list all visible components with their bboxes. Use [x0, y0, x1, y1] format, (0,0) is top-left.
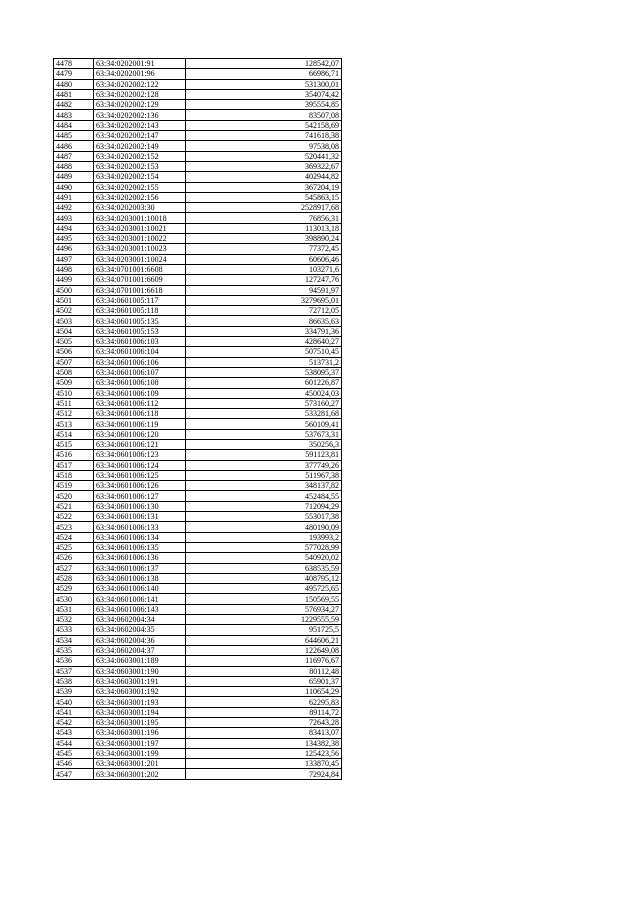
table-row [54, 759, 342, 769]
table-row [54, 481, 342, 491]
value-cell: 644606,21 [186, 635, 342, 645]
table-row [54, 203, 342, 213]
table-row [54, 151, 342, 161]
table-row [54, 264, 342, 274]
table-row [54, 491, 342, 501]
value-cell: 72643,28 [186, 718, 342, 728]
row-number-cell: 4537 [54, 666, 94, 676]
table-row [54, 460, 342, 470]
table-row [54, 563, 342, 573]
table-row [54, 326, 342, 336]
cadastral-number-cell: 63:34:0601006:127 [94, 491, 186, 501]
row-number-cell: 4509 [54, 378, 94, 388]
cadastral-number-cell: 63:34:0601005:117 [94, 295, 186, 305]
table-row [54, 666, 342, 676]
cadastral-number-cell: 63:34:0601006:136 [94, 553, 186, 563]
table-row [54, 615, 342, 625]
cadastral-number-cell: 63:34:0602004:37 [94, 645, 186, 655]
cadastral-number-cell: 63:34:0202002:129 [94, 100, 186, 110]
table-row [54, 676, 342, 686]
value-cell: 452484,55 [186, 491, 342, 501]
cadastral-number-cell: 63:34:0601006:126 [94, 481, 186, 491]
value-cell: 513731,2 [186, 357, 342, 367]
cadastral-number-cell: 63:34:0601006:103 [94, 337, 186, 347]
value-cell: 533281,68 [186, 409, 342, 419]
table-row [54, 635, 342, 645]
cadastral-number-cell: 63:34:0603001:201 [94, 759, 186, 769]
cadastral-number-cell: 63:34:0601006:119 [94, 419, 186, 429]
value-cell: 65901,37 [186, 676, 342, 686]
value-cell: 951725,5 [186, 625, 342, 635]
cadastral-number-cell: 63:34:0601006:120 [94, 429, 186, 439]
cadastral-number-cell: 63:34:0203001:10018 [94, 213, 186, 223]
table-row [54, 285, 342, 295]
value-cell: 62295,83 [186, 697, 342, 707]
table-row [54, 295, 342, 305]
table-row [54, 79, 342, 89]
value-cell: 113013,18 [186, 223, 342, 233]
row-number-cell: 4545 [54, 748, 94, 758]
table-row [54, 192, 342, 202]
value-cell: 72924,84 [186, 769, 342, 779]
cadastral-number-cell: 63:34:0202003:30 [94, 203, 186, 213]
value-cell: 125423,56 [186, 748, 342, 758]
cadastral-number-cell: 63:34:0203001:10021 [94, 223, 186, 233]
cadastral-number-cell: 63:34:0203001:10024 [94, 254, 186, 264]
cadastral-number-cell: 63:34:0202002:136 [94, 110, 186, 120]
cadastral-number-cell: 63:34:0701001:6609 [94, 275, 186, 285]
cadastral-number-cell: 63:34:0601006:112 [94, 398, 186, 408]
cadastral-number-cell: 63:34:0601006:135 [94, 542, 186, 552]
row-number-cell: 4500 [54, 285, 94, 295]
table-row [54, 532, 342, 542]
cadastral-number-cell: 63:34:0602004:34 [94, 615, 186, 625]
cadastral-number-cell: 63:34:0603001:197 [94, 738, 186, 748]
value-cell: 377749,26 [186, 460, 342, 470]
table-row [54, 450, 342, 460]
table-row [54, 718, 342, 728]
row-number-cell: 4547 [54, 769, 94, 779]
cadastral-number-cell: 63:34:0601006:137 [94, 563, 186, 573]
table-row [54, 213, 342, 223]
value-cell: 450024,03 [186, 388, 342, 398]
row-number-cell: 4511 [54, 398, 94, 408]
row-number-cell: 4526 [54, 553, 94, 563]
table-row [54, 337, 342, 347]
cadastral-number-cell: 63:34:0601006:108 [94, 378, 186, 388]
cadastral-number-cell: 63:34:0202002:147 [94, 131, 186, 141]
table-row [54, 131, 342, 141]
table-row [54, 738, 342, 748]
row-number-cell: 4496 [54, 244, 94, 254]
cadastral-number-cell: 63:34:0701001:6608 [94, 264, 186, 274]
row-number-cell: 4487 [54, 151, 94, 161]
row-number-cell: 4490 [54, 182, 94, 192]
row-number-cell: 4540 [54, 697, 94, 707]
row-number-cell: 4480 [54, 79, 94, 89]
cadastral-number-cell: 63:34:0603001:202 [94, 769, 186, 779]
cadastral-number-cell: 63:34:0601006:130 [94, 501, 186, 511]
row-number-cell: 4499 [54, 275, 94, 285]
table-row [54, 378, 342, 388]
table-row [54, 357, 342, 367]
row-number-cell: 4532 [54, 615, 94, 625]
row-number-cell: 4479 [54, 69, 94, 79]
cadastral-value-table [53, 58, 342, 780]
cadastral-number-cell: 63:34:0601006:134 [94, 532, 186, 542]
row-number-cell: 4538 [54, 676, 94, 686]
row-number-cell: 4522 [54, 512, 94, 522]
row-number-cell: 4541 [54, 707, 94, 717]
cadastral-number-cell: 63:34:0601006:118 [94, 409, 186, 419]
value-cell: 428640,27 [186, 337, 342, 347]
table-row [54, 100, 342, 110]
table-row [54, 542, 342, 552]
value-cell: 127247,76 [186, 275, 342, 285]
table-row [54, 553, 342, 563]
row-number-cell: 4504 [54, 326, 94, 336]
table-row [54, 728, 342, 738]
cadastral-number-cell: 63:34:0202002:154 [94, 172, 186, 182]
cadastral-number-cell: 63:34:0202002:153 [94, 161, 186, 171]
row-number-cell: 4484 [54, 120, 94, 130]
row-number-cell: 4489 [54, 172, 94, 182]
value-cell: 1229555,59 [186, 615, 342, 625]
value-cell: 350256,3 [186, 439, 342, 449]
table-row [54, 234, 342, 244]
row-number-cell: 4498 [54, 264, 94, 274]
row-number-cell: 4493 [54, 213, 94, 223]
table-row [54, 707, 342, 717]
cadastral-number-cell: 63:34:0202002:128 [94, 89, 186, 99]
cadastral-number-cell: 63:34:0601006:141 [94, 594, 186, 604]
cadastral-number-cell: 63:34:0601006:123 [94, 450, 186, 460]
cadastral-number-cell: 63:34:0603001:190 [94, 666, 186, 676]
table-row [54, 244, 342, 254]
row-number-cell: 4506 [54, 347, 94, 357]
table-row [54, 501, 342, 511]
table-row [54, 697, 342, 707]
row-number-cell: 4523 [54, 522, 94, 532]
value-cell: 577028,99 [186, 542, 342, 552]
cadastral-number-cell: 63:34:0601006:107 [94, 367, 186, 377]
value-cell: 367204,19 [186, 182, 342, 192]
table-row [54, 120, 342, 130]
value-cell: 89114,72 [186, 707, 342, 717]
cadastral-number-cell: 63:34:0603001:189 [94, 656, 186, 666]
row-number-cell: 4529 [54, 584, 94, 594]
table-row [54, 182, 342, 192]
table-row [54, 522, 342, 532]
cadastral-number-cell: 63:34:0603001:195 [94, 718, 186, 728]
row-number-cell: 4521 [54, 501, 94, 511]
cadastral-number-cell: 63:34:0601006:124 [94, 460, 186, 470]
value-cell: 520441,32 [186, 151, 342, 161]
value-cell: 122649,08 [186, 645, 342, 655]
value-cell: 133870,45 [186, 759, 342, 769]
cadastral-number-cell: 63:34:0602004:36 [94, 635, 186, 645]
table-body [54, 59, 342, 780]
cadastral-number-cell: 63:34:0601006:143 [94, 604, 186, 614]
cadastral-number-cell: 63:34:0603001:192 [94, 687, 186, 697]
table-row [54, 254, 342, 264]
table-row [54, 306, 342, 316]
table-row [54, 573, 342, 583]
row-number-cell: 4482 [54, 100, 94, 110]
value-cell: 128542,07 [186, 59, 342, 69]
table-row [54, 584, 342, 594]
table-row [54, 59, 342, 69]
cadastral-number-cell: 63:34:0202002:155 [94, 182, 186, 192]
cadastral-number-cell: 63:34:0601006:138 [94, 573, 186, 583]
value-cell: 60606,46 [186, 254, 342, 264]
cadastral-number-cell: 63:34:0601006:121 [94, 439, 186, 449]
value-cell: 77372,45 [186, 244, 342, 254]
cadastral-number-cell: 63:34:0701001:6618 [94, 285, 186, 295]
cadastral-number-cell: 63:34:0601005:118 [94, 306, 186, 316]
value-cell: 83413,07 [186, 728, 342, 738]
row-number-cell: 4513 [54, 419, 94, 429]
cadastral-number-cell: 63:34:0603001:191 [94, 676, 186, 686]
cadastral-number-cell: 63:34:0601006:106 [94, 357, 186, 367]
value-cell: 2528917,68 [186, 203, 342, 213]
table-row [54, 625, 342, 635]
row-number-cell: 4546 [54, 759, 94, 769]
cadastral-number-cell: 63:34:0603001:193 [94, 697, 186, 707]
table-row [54, 769, 342, 779]
value-cell: 591123,81 [186, 450, 342, 460]
value-cell: 638535,59 [186, 563, 342, 573]
table-row [54, 594, 342, 604]
value-cell: 712094,29 [186, 501, 342, 511]
cadastral-number-cell: 63:34:0202002:152 [94, 151, 186, 161]
cadastral-number-cell: 63:34:0202001:96 [94, 69, 186, 79]
table-row [54, 89, 342, 99]
value-cell: 72712,05 [186, 306, 342, 316]
row-number-cell: 4539 [54, 687, 94, 697]
table-row [54, 419, 342, 429]
row-number-cell: 4525 [54, 542, 94, 552]
cadastral-number-cell: 63:34:0601006:125 [94, 470, 186, 480]
row-number-cell: 4524 [54, 532, 94, 542]
row-number-cell: 4503 [54, 316, 94, 326]
value-cell: 540920,02 [186, 553, 342, 563]
table-row [54, 110, 342, 120]
cadastral-number-cell: 63:34:0202002:143 [94, 120, 186, 130]
value-cell: 531300,01 [186, 79, 342, 89]
table-row [54, 439, 342, 449]
row-number-cell: 4488 [54, 161, 94, 171]
cadastral-number-cell: 63:34:0603001:196 [94, 728, 186, 738]
row-number-cell: 4517 [54, 460, 94, 470]
value-cell: 150569,55 [186, 594, 342, 604]
value-cell: 402944,82 [186, 172, 342, 182]
table-row [54, 645, 342, 655]
row-number-cell: 4481 [54, 89, 94, 99]
row-number-cell: 4497 [54, 254, 94, 264]
row-number-cell: 4485 [54, 131, 94, 141]
cadastral-number-cell: 63:34:0601005:153 [94, 326, 186, 336]
table-row [54, 512, 342, 522]
row-number-cell: 4518 [54, 470, 94, 480]
row-number-cell: 4520 [54, 491, 94, 501]
row-number-cell: 4491 [54, 192, 94, 202]
table-row [54, 223, 342, 233]
value-cell: 395554,85 [186, 100, 342, 110]
cadastral-number-cell: 63:34:0601006:104 [94, 347, 186, 357]
row-number-cell: 4507 [54, 357, 94, 367]
value-cell: 80112,48 [186, 666, 342, 676]
table-row [54, 172, 342, 182]
table-row [54, 409, 342, 419]
value-cell: 542158,69 [186, 120, 342, 130]
row-number-cell: 4492 [54, 203, 94, 213]
table-row [54, 161, 342, 171]
row-number-cell: 4530 [54, 594, 94, 604]
row-number-cell: 4501 [54, 295, 94, 305]
table-row [54, 316, 342, 326]
value-cell: 480190,09 [186, 522, 342, 532]
cadastral-number-cell: 63:34:0601005:135 [94, 316, 186, 326]
cadastral-number-cell: 63:34:0203001:10022 [94, 234, 186, 244]
table-row [54, 748, 342, 758]
row-number-cell: 4533 [54, 625, 94, 635]
table-row [54, 141, 342, 151]
table-row [54, 429, 342, 439]
value-cell: 334791,36 [186, 326, 342, 336]
value-cell: 369322,67 [186, 161, 342, 171]
value-cell: 348137,82 [186, 481, 342, 491]
row-number-cell: 4528 [54, 573, 94, 583]
table-row [54, 388, 342, 398]
row-number-cell: 4494 [54, 223, 94, 233]
table-row [54, 367, 342, 377]
row-number-cell: 4483 [54, 110, 94, 120]
value-cell: 3279695,01 [186, 295, 342, 305]
value-cell: 495725,65 [186, 584, 342, 594]
value-cell: 193993,2 [186, 532, 342, 542]
table-row [54, 275, 342, 285]
table-row [54, 347, 342, 357]
row-number-cell: 4512 [54, 409, 94, 419]
row-number-cell: 4542 [54, 718, 94, 728]
value-cell: 134382,38 [186, 738, 342, 748]
cadastral-number-cell: 63:34:0203001:10023 [94, 244, 186, 254]
cadastral-number-cell: 63:34:0202002:156 [94, 192, 186, 202]
value-cell: 116976,67 [186, 656, 342, 666]
row-number-cell: 4536 [54, 656, 94, 666]
cadastral-number-cell: 63:34:0202001:91 [94, 59, 186, 69]
value-cell: 408795,12 [186, 573, 342, 583]
value-cell: 83507,08 [186, 110, 342, 120]
cadastral-number-cell: 63:34:0603001:199 [94, 748, 186, 758]
row-number-cell: 4534 [54, 635, 94, 645]
value-cell: 538095,37 [186, 367, 342, 377]
row-number-cell: 4514 [54, 429, 94, 439]
value-cell: 560109,41 [186, 419, 342, 429]
table-row [54, 470, 342, 480]
row-number-cell: 4495 [54, 234, 94, 244]
value-cell: 601226,87 [186, 378, 342, 388]
value-cell: 86635,63 [186, 316, 342, 326]
row-number-cell: 4516 [54, 450, 94, 460]
cadastral-number-cell: 63:34:0202002:149 [94, 141, 186, 151]
value-cell: 76856,31 [186, 213, 342, 223]
cadastral-number-cell: 63:34:0601006:133 [94, 522, 186, 532]
value-cell: 354074,42 [186, 89, 342, 99]
row-number-cell: 4527 [54, 563, 94, 573]
table-row [54, 69, 342, 79]
row-number-cell: 4508 [54, 367, 94, 377]
row-number-cell: 4486 [54, 141, 94, 151]
value-cell: 545863,15 [186, 192, 342, 202]
row-number-cell: 4544 [54, 738, 94, 748]
value-cell: 741618,38 [186, 131, 342, 141]
table-row [54, 687, 342, 697]
value-cell: 553017,38 [186, 512, 342, 522]
value-cell: 66986,71 [186, 69, 342, 79]
row-number-cell: 4531 [54, 604, 94, 614]
value-cell: 507510,45 [186, 347, 342, 357]
table-row [54, 398, 342, 408]
value-cell: 103271,6 [186, 264, 342, 274]
value-cell: 573160,27 [186, 398, 342, 408]
cadastral-number-cell: 63:34:0202002:122 [94, 79, 186, 89]
value-cell: 110654,29 [186, 687, 342, 697]
table-row [54, 656, 342, 666]
value-cell: 94591,97 [186, 285, 342, 295]
cadastral-number-cell: 63:34:0602004:35 [94, 625, 186, 635]
cadastral-number-cell: 63:34:0601006:140 [94, 584, 186, 594]
cadastral-number-cell: 63:34:0603001:194 [94, 707, 186, 717]
cadastral-number-cell: 63:34:0601006:109 [94, 388, 186, 398]
row-number-cell: 4543 [54, 728, 94, 738]
value-cell: 576934,27 [186, 604, 342, 614]
row-number-cell: 4502 [54, 306, 94, 316]
value-cell: 511967,38 [186, 470, 342, 480]
row-number-cell: 4519 [54, 481, 94, 491]
value-cell: 97538,08 [186, 141, 342, 151]
row-number-cell: 4535 [54, 645, 94, 655]
table-row [54, 604, 342, 614]
value-cell: 537673,31 [186, 429, 342, 439]
cadastral-number-cell: 63:34:0601006:131 [94, 512, 186, 522]
row-number-cell: 4505 [54, 337, 94, 347]
value-cell: 398890,24 [186, 234, 342, 244]
row-number-cell: 4515 [54, 439, 94, 449]
row-number-cell: 4478 [54, 59, 94, 69]
row-number-cell: 4510 [54, 388, 94, 398]
